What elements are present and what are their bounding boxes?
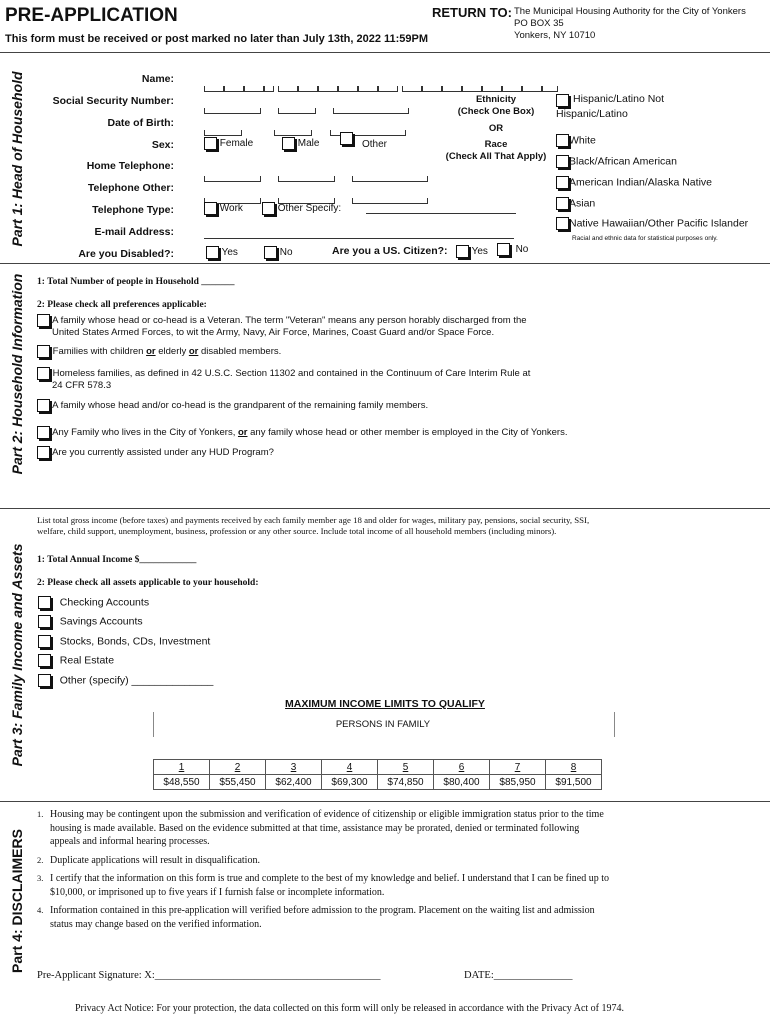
family-size: 4	[322, 760, 378, 775]
stocks-checkbox[interactable]	[38, 635, 51, 648]
female-label: Female	[219, 138, 254, 150]
form-title: PRE-APPLICATION	[5, 5, 178, 26]
income-instructions-line: List total gross income (before taxes) and payments received by each family member age 18 and older for wages, military pay, pensions, social security, SSI,	[37, 515, 590, 525]
return-address-line: The Municipal Housing Authority for the City of Yonkers	[514, 6, 746, 17]
dob-label: Date of Birth:	[107, 117, 174, 129]
dob-field[interactable]	[204, 118, 406, 136]
persons-in-family-label: PERSONS IN FAMILY	[335, 719, 431, 730]
hud-checkbox[interactable]	[37, 446, 50, 459]
other-checkbox[interactable]	[340, 130, 353, 148]
real-estate-checkbox[interactable]	[38, 654, 51, 667]
disclaimer-item: 3. I certify that the information on this form is true and complete to the best of my knowledge and belief. I understand that I can be fined up to $10,000, or imprisoned up to five years if I furnish false or incomplete information.	[37, 873, 610, 898]
home-telephone-label: Home Telephone:	[86, 160, 174, 172]
signature-field[interactable]: Pre-Applicant Signature: X:___________________________________________	[37, 970, 381, 981]
asset-checking[interactable]	[38, 596, 149, 609]
divider	[0, 263, 770, 264]
asset-label: Other (specify) ______________	[59, 674, 214, 687]
family-size: 3	[266, 760, 322, 775]
citizen-yes-checkbox[interactable]	[456, 245, 469, 258]
ssn-label: Social Security Number:	[52, 95, 174, 107]
name-label: Name:	[141, 73, 174, 85]
work-checkbox[interactable]	[204, 202, 217, 215]
income-limit: $48,550	[154, 775, 210, 790]
pref-text: any family whose head or other member is employed in the City of Yonkers.	[247, 427, 568, 439]
other-specify-label: Other Specify:	[277, 203, 342, 215]
income-instructions	[37, 515, 589, 537]
pref-text: elderly	[155, 346, 189, 358]
ethnicity-heading: Ethnicity	[475, 94, 517, 105]
yonkers-checkbox[interactable]	[37, 426, 50, 439]
race-option-pacific-islander[interactable]	[556, 217, 748, 230]
asset-label: Real Estate	[59, 654, 115, 667]
family-size: 7	[490, 760, 546, 775]
name-field[interactable]	[204, 74, 558, 92]
part3-label: Part 3: Family Income and Assets	[9, 543, 25, 767]
pref-homeless[interactable]	[37, 367, 530, 392]
checking-checkbox[interactable]	[38, 596, 51, 609]
asset-real-estate[interactable]	[38, 654, 114, 667]
return-address-line: Yonkers, NY 10710	[514, 30, 596, 41]
part1-label: Part 1: Head of Household	[9, 71, 25, 247]
female-checkbox[interactable]	[204, 137, 217, 150]
date-field[interactable]: DATE:_______________	[464, 970, 573, 981]
black-checkbox[interactable]	[556, 155, 569, 168]
pref-text: disabled members.	[198, 346, 282, 358]
race-option-black[interactable]	[556, 155, 677, 168]
income-limits-table	[153, 759, 602, 790]
pacific-islander-checkbox[interactable]	[556, 217, 569, 230]
assets-question: 2: Please check all assets applicable to your household:	[37, 578, 259, 588]
families-checkbox[interactable]	[37, 345, 50, 358]
or-emphasis: or	[188, 346, 199, 358]
part2-label: Part 2: Household Information	[9, 273, 25, 475]
pref-hud[interactable]	[37, 446, 274, 459]
grandparent-checkbox[interactable]	[37, 399, 50, 412]
pref-text: A family whose head or co-head is a Veteran. The term "Veteran" means any person horably discharged from the	[52, 315, 527, 327]
sex-female-option[interactable]	[204, 137, 253, 150]
deadline-notice: This form must be received or post marked no later than July 13th, 2022 11:59PM	[5, 33, 429, 45]
race-option-label: White	[569, 134, 596, 147]
disabled-yes-checkbox[interactable]	[206, 246, 219, 259]
disclaimer-item: 2. Duplicate applications will result in disqualification.	[37, 854, 260, 866]
savings-checkbox[interactable]	[38, 615, 51, 628]
disclaimers-list	[37, 808, 727, 931]
check-one-note: (Check One Box)	[457, 106, 535, 117]
asset-label: Stocks, Bonds, CDs, Investment	[59, 635, 211, 648]
income-limits-title: MAXIMUM INCOME LIMITS TO QUALIFY	[285, 698, 485, 710]
yes-label: Yes	[471, 246, 488, 258]
family-size-row	[154, 760, 602, 775]
race-option-american-indian[interactable]	[556, 176, 712, 189]
pref-families[interactable]	[37, 345, 281, 358]
telephone-type-label: Telephone Type:	[92, 204, 174, 216]
racial-data-note: Racial and ethnic data for statistical purposes only.	[572, 235, 718, 242]
home-telephone-field[interactable]	[204, 164, 428, 182]
male-label: Male	[297, 138, 320, 150]
pref-text: 24 CFR 578.3	[52, 380, 112, 392]
income-limit: $85,950	[490, 775, 546, 790]
income-limit: $91,500	[546, 775, 602, 790]
race-option-white[interactable]	[556, 134, 596, 147]
race-option-label: Native Hawaiian/Other Pacific Islander	[569, 217, 749, 230]
work-label: Work	[219, 203, 243, 215]
sex-male-option[interactable]	[282, 137, 319, 150]
citizen-yes-option[interactable]	[456, 245, 488, 258]
other-specify-checkbox[interactable]	[262, 202, 275, 215]
yes-label: Yes	[221, 247, 238, 259]
ethnicity-checkbox[interactable]	[556, 94, 569, 107]
family-size: 6	[434, 760, 490, 775]
pref-grandparent[interactable]	[37, 399, 428, 412]
or-emphasis: or	[146, 346, 156, 358]
return-address-line: PO BOX 35	[514, 18, 564, 29]
citizen-no-option[interactable]	[497, 243, 528, 256]
ssn-field[interactable]	[204, 96, 409, 114]
pref-veteran[interactable]	[37, 314, 527, 339]
privacy-notice: Privacy Act Notice: For your protection, the data collected on this form will only be released in accordance with the Privacy Act of 1974.	[75, 1003, 625, 1014]
no-label: No	[515, 244, 529, 256]
total-income-question: 1: Total Annual Income $____________	[37, 555, 197, 565]
disclaimer-item: 4. Information contained in this pre-application will verified before admission to the program. Placement on the waiting list and admission status may change based on the verified information.	[37, 905, 595, 930]
pref-yonkers[interactable]	[37, 426, 567, 439]
citizen-label: Are you a US. Citizen?:	[332, 245, 448, 257]
asset-savings[interactable]	[38, 615, 143, 628]
veteran-checkbox[interactable]	[37, 314, 50, 327]
check-all-note: (Check All That Apply)	[445, 151, 547, 162]
family-size: 8	[546, 760, 602, 775]
return-label: RETURN TO:	[432, 5, 512, 20]
income-limit-row	[154, 775, 602, 790]
email-field[interactable]	[204, 238, 514, 239]
sex-label: Sex:	[151, 139, 174, 151]
ethnicity-option-label: Hispanic/Latino Not Hispanic/Latino	[556, 93, 665, 120]
or-emphasis: or	[237, 427, 248, 439]
divider	[0, 508, 770, 509]
income-limit: $80,400	[434, 775, 490, 790]
disabled-label: Are you Disabled?:	[78, 248, 174, 260]
pref-text: Are you currently assisted under any HUD Program?	[52, 447, 274, 459]
race-option-label: Black/African American	[569, 155, 677, 168]
pref-text: Any Family who lives in the City of Yonkers,	[52, 427, 238, 439]
divider	[0, 52, 770, 53]
telephone-other-label: Telephone Other:	[87, 182, 174, 194]
ethnicity-race-labels	[440, 94, 552, 163]
family-size: 5	[378, 760, 434, 775]
other-asset-checkbox[interactable]	[38, 674, 51, 687]
disabled-no-checkbox[interactable]	[264, 246, 277, 259]
race-heading: Race	[484, 139, 508, 150]
tel-type-work-option[interactable]	[204, 202, 243, 215]
income-limit: $69,300	[322, 775, 378, 790]
email-label: E-mail Address:	[94, 226, 174, 238]
no-label: No	[279, 247, 293, 259]
white-checkbox[interactable]	[556, 134, 569, 147]
asian-checkbox[interactable]	[556, 197, 569, 210]
asset-label: Checking Accounts	[59, 596, 150, 609]
disabled-yes-option[interactable]	[206, 246, 238, 259]
asset-label: Savings Accounts	[59, 615, 143, 628]
income-limit: $55,450	[210, 775, 266, 790]
race-option-label: American Indian/Alaska Native	[569, 176, 712, 189]
tel-type-other-option[interactable]	[262, 202, 341, 215]
income-limit: $62,400	[266, 775, 322, 790]
pref-text: Homeless families, as defined in 42 U.S.C. Section 11302 and contained in the Continuum of Care Interim Rule at	[52, 368, 531, 380]
family-size: 1	[154, 760, 210, 775]
divider	[0, 801, 770, 802]
household-count-question: 1: Total Number of people in Household _______	[37, 277, 235, 287]
part4-label: Part 4: DISCLAIMERS	[9, 829, 25, 973]
pref-text: A family whose head and/or co-head is the grandparent of the remaining family members.	[52, 400, 429, 412]
american-indian-checkbox[interactable]	[556, 176, 569, 189]
preferences-question: 2: Please check all preferences applicable:	[37, 300, 207, 310]
asset-other[interactable]	[38, 674, 213, 687]
income-instructions-line: welfare, child support, unemployment, business, profession or any other source. Include total income of all household members (including minors).	[37, 526, 557, 536]
race-option-label: Asian	[569, 197, 596, 210]
sex-other-label: Other	[362, 139, 388, 150]
ethnicity-option[interactable]	[556, 92, 686, 122]
other-specify-field[interactable]	[366, 213, 516, 214]
citizen-no-checkbox[interactable]	[497, 243, 510, 256]
disabled-no-option[interactable]	[264, 246, 293, 259]
return-address	[514, 6, 746, 42]
family-size: 2	[210, 760, 266, 775]
disclaimer-item: 1. Housing may be contingent upon the submission and verification of evidence of citizenship or eligible immigration status prior to the time housing is made available. Based on the evidence submitted at that time, assistance may be prorated, denied or terminated following appeals and informal hearing processes.	[37, 809, 604, 847]
asset-stocks[interactable]	[38, 635, 210, 648]
homeless-checkbox[interactable]	[37, 367, 50, 380]
or-text: OR	[488, 123, 504, 134]
income-limit: $74,850	[378, 775, 434, 790]
race-option-asian[interactable]	[556, 197, 595, 210]
male-checkbox[interactable]	[282, 137, 295, 150]
pref-text: United States Armed Forces, to wit the Army, Navy, Air Force, Marines, Coast Guard and/or Space Force.	[52, 327, 495, 339]
pref-text: Families with children	[52, 346, 147, 358]
